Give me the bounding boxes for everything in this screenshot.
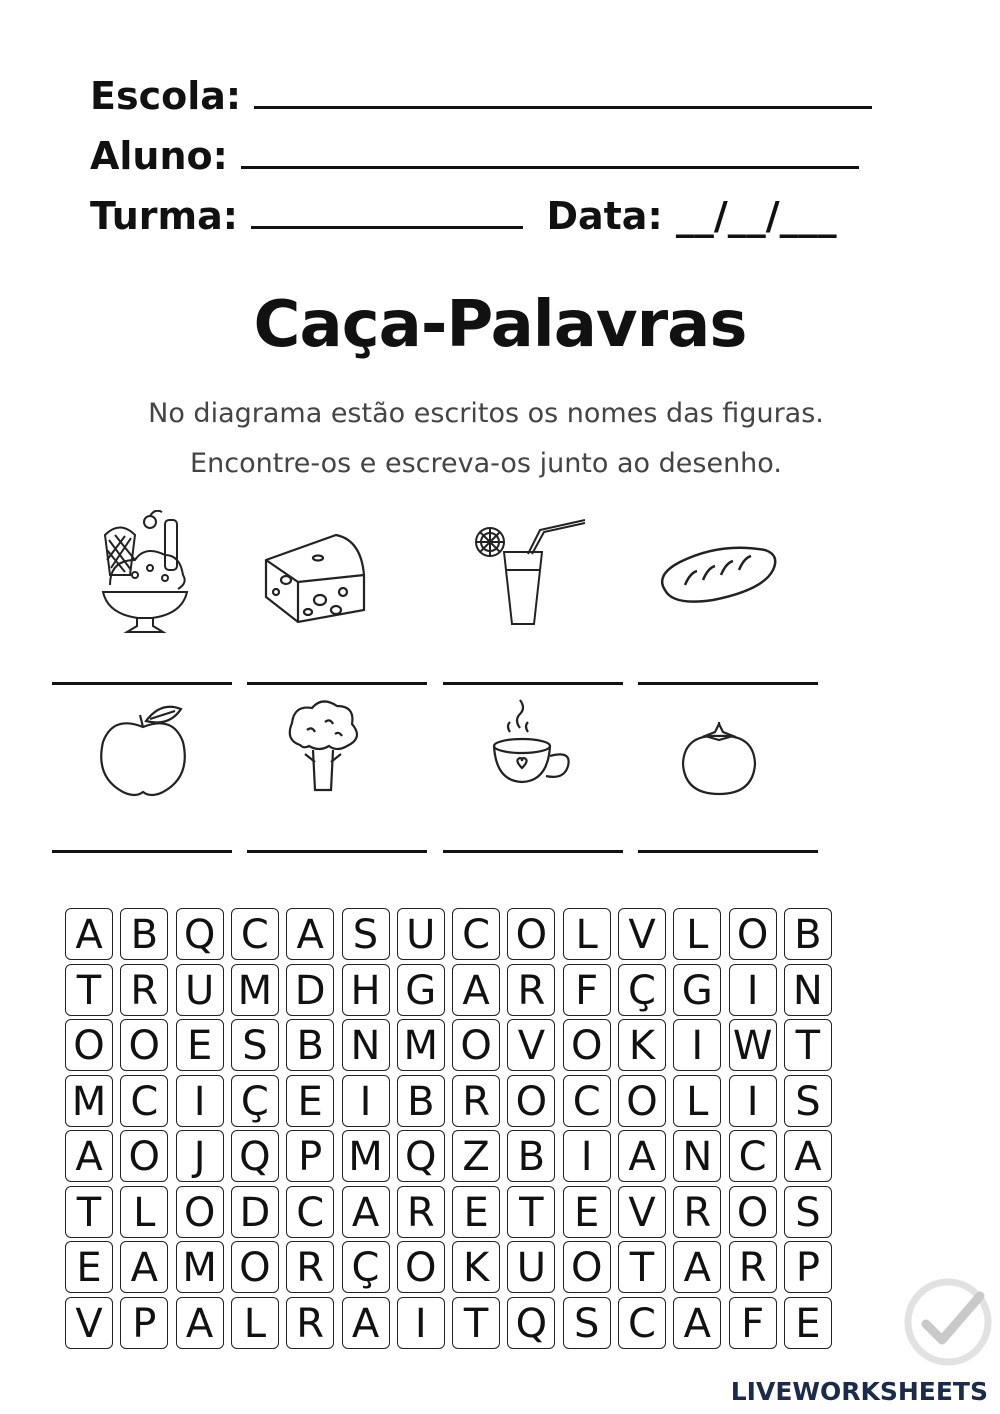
grid-cell[interactable]: I xyxy=(729,1075,777,1127)
grid-cell[interactable]: T xyxy=(65,964,113,1016)
grid-cell[interactable]: O xyxy=(231,1241,279,1293)
checkmark-icon xyxy=(902,1276,994,1368)
grid-cell[interactable]: A xyxy=(452,964,500,1016)
grid-cell[interactable]: F xyxy=(729,1297,777,1349)
grid-cell[interactable]: C xyxy=(231,908,279,960)
student-label: Aluno: xyxy=(90,134,228,178)
grid-cell[interactable]: B xyxy=(397,1075,445,1127)
grid-cell[interactable]: R xyxy=(120,964,168,1016)
grid-cell[interactable]: B xyxy=(784,908,832,960)
grid-cell[interactable]: R xyxy=(729,1241,777,1293)
school-label: Escola: xyxy=(90,74,242,118)
grid-cell[interactable]: E xyxy=(65,1241,113,1293)
grid-cell[interactable]: O xyxy=(120,1130,168,1182)
brand-text: LIVEWORKSHEETS xyxy=(730,1377,988,1406)
student-blank[interactable] xyxy=(241,132,859,169)
grid-cell[interactable]: A xyxy=(176,1297,224,1349)
grid-cell[interactable]: R xyxy=(507,964,555,1016)
grid-cell[interactable]: O xyxy=(563,1241,611,1293)
grid-cell[interactable]: O xyxy=(176,1186,224,1238)
date-label: Data: xyxy=(546,194,663,238)
grid-cell[interactable]: O xyxy=(507,908,555,960)
grid-cell[interactable]: A xyxy=(65,908,113,960)
grid-cell[interactable]: L xyxy=(231,1297,279,1349)
grid-cell[interactable]: B xyxy=(507,1130,555,1182)
grid-cell[interactable]: S xyxy=(784,1186,832,1238)
grid-cell[interactable]: C xyxy=(286,1186,334,1238)
grid-cell[interactable]: R xyxy=(286,1241,334,1293)
grid-cell[interactable]: N xyxy=(784,964,832,1016)
grid-cell[interactable]: T xyxy=(452,1297,500,1349)
grid-cell[interactable]: G xyxy=(397,964,445,1016)
answer-line-6[interactable] xyxy=(247,850,427,853)
grid-cell[interactable]: Ç xyxy=(342,1241,390,1293)
grid-cell[interactable]: Q xyxy=(397,1130,445,1182)
answer-line-1[interactable] xyxy=(52,682,232,685)
grid-cell[interactable]: A xyxy=(342,1186,390,1238)
grid-cell[interactable]: J xyxy=(176,1130,224,1182)
grid-cell[interactable]: M xyxy=(397,1019,445,1071)
grid-cell[interactable]: U xyxy=(507,1241,555,1293)
grid-cell[interactable]: U xyxy=(397,908,445,960)
grid-cell[interactable]: E xyxy=(452,1186,500,1238)
grid-cell[interactable]: D xyxy=(231,1186,279,1238)
grid-cell[interactable]: P xyxy=(120,1297,168,1349)
grid-cell[interactable]: I xyxy=(397,1297,445,1349)
grid-cell[interactable]: L xyxy=(120,1186,168,1238)
grid-cell[interactable]: Z xyxy=(452,1130,500,1182)
answer-line-3[interactable] xyxy=(443,682,623,685)
grid-cell[interactable]: Ç xyxy=(231,1075,279,1127)
grid-cell[interactable]: C xyxy=(563,1075,611,1127)
coffee-cup-icon xyxy=(490,698,580,803)
grid-cell[interactable]: F xyxy=(563,964,611,1016)
grid-cell[interactable]: C xyxy=(120,1075,168,1127)
grid-cell[interactable]: S xyxy=(563,1297,611,1349)
grid-cell[interactable]: S xyxy=(231,1019,279,1071)
grid-cell[interactable]: T xyxy=(618,1241,666,1293)
grid-cell[interactable]: T xyxy=(507,1186,555,1238)
cheese-icon xyxy=(258,530,370,625)
grid-cell[interactable]: I xyxy=(176,1075,224,1127)
grid-cell[interactable]: O xyxy=(452,1019,500,1071)
grid-cell[interactable]: I xyxy=(729,964,777,1016)
grid-cell[interactable]: R xyxy=(286,1297,334,1349)
tomato-icon xyxy=(680,722,758,797)
grid-cell[interactable]: T xyxy=(65,1186,113,1238)
grid-cell[interactable]: A xyxy=(673,1241,721,1293)
grid-cell[interactable]: W xyxy=(729,1019,777,1071)
grid-cell[interactable]: O xyxy=(618,1075,666,1127)
grid-cell[interactable]: A xyxy=(784,1130,832,1182)
grid-cell[interactable]: I xyxy=(342,1075,390,1127)
grid-cell[interactable]: T xyxy=(784,1019,832,1071)
grid-cell[interactable]: E xyxy=(784,1297,832,1349)
grid-cell[interactable]: O xyxy=(563,1019,611,1071)
grid-cell[interactable]: M xyxy=(231,964,279,1016)
grid-cell[interactable]: E xyxy=(563,1186,611,1238)
grid-cell[interactable]: M xyxy=(176,1241,224,1293)
grid-cell[interactable]: C xyxy=(452,908,500,960)
grid-cell[interactable]: A xyxy=(618,1130,666,1182)
grid-cell[interactable]: O xyxy=(120,1019,168,1071)
grid-cell[interactable]: H xyxy=(342,964,390,1016)
grid-cell[interactable]: E xyxy=(286,1075,334,1127)
brand-logo xyxy=(731,1377,988,1406)
grid-cell[interactable]: B xyxy=(120,908,168,960)
answer-line-4[interactable] xyxy=(638,682,818,685)
grid-cell[interactable]: P xyxy=(784,1241,832,1293)
grid-cell[interactable]: V xyxy=(618,1186,666,1238)
class-blank[interactable] xyxy=(251,192,523,229)
grid-cell[interactable]: I xyxy=(673,1019,721,1071)
answer-line-2[interactable] xyxy=(247,682,427,685)
grid-cell[interactable]: O xyxy=(65,1019,113,1071)
grid-cell[interactable]: S xyxy=(342,908,390,960)
grid-cell[interactable]: Q xyxy=(231,1130,279,1182)
grid-cell[interactable]: L xyxy=(563,908,611,960)
grid-cell[interactable]: N xyxy=(342,1019,390,1071)
grid-cell[interactable]: M xyxy=(65,1075,113,1127)
ice-cream-sundae-icon xyxy=(95,510,195,640)
grid-cell[interactable]: B xyxy=(286,1019,334,1071)
grid-cell[interactable]: E xyxy=(176,1019,224,1071)
grid-cell[interactable]: C xyxy=(729,1130,777,1182)
grid-cell[interactable]: D xyxy=(286,964,334,1016)
student-field xyxy=(90,132,859,180)
juice-glass-icon xyxy=(470,512,590,632)
grid-cell[interactable]: R xyxy=(452,1075,500,1127)
grid-cell[interactable]: V xyxy=(618,908,666,960)
answer-line-8[interactable] xyxy=(638,850,818,853)
grid-cell[interactable]: K xyxy=(452,1241,500,1293)
grid-cell[interactable]: M xyxy=(342,1130,390,1182)
grid-cell[interactable]: P xyxy=(286,1130,334,1182)
grid-cell[interactable]: R xyxy=(397,1186,445,1238)
grid-cell[interactable]: O xyxy=(507,1075,555,1127)
grid-cell[interactable]: V xyxy=(507,1019,555,1071)
grid-cell[interactable]: Q xyxy=(507,1297,555,1349)
grid-cell[interactable]: I xyxy=(563,1130,611,1182)
apple-icon xyxy=(98,705,188,800)
school-blank[interactable] xyxy=(254,72,872,109)
grid-cell[interactable]: S xyxy=(784,1075,832,1127)
broccoli-icon xyxy=(285,700,360,800)
grid-cell[interactable]: K xyxy=(618,1019,666,1071)
answer-line-7[interactable] xyxy=(443,850,623,853)
grid-cell[interactable]: A xyxy=(673,1297,721,1349)
instruction-line-1: No diagrama estão escritos os nomes das figuras. xyxy=(148,398,824,429)
date-blank[interactable]: __/__/___ xyxy=(675,194,837,238)
school-field xyxy=(90,72,872,120)
class-date-row xyxy=(90,192,837,240)
instruction-line-2: Encontre-os e escreva-os junto ao desenho. xyxy=(190,448,782,479)
grid-cell[interactable]: L xyxy=(673,1075,721,1127)
grid-cell[interactable]: O xyxy=(397,1241,445,1293)
grid-cell[interactable]: A xyxy=(342,1297,390,1349)
grid-cell[interactable]: A xyxy=(120,1241,168,1293)
answer-line-5[interactable] xyxy=(52,850,232,853)
grid-cell[interactable]: U xyxy=(176,964,224,1016)
grid-cell[interactable]: L xyxy=(673,908,721,960)
grid-cell[interactable]: A xyxy=(65,1130,113,1182)
grid-cell[interactable]: G xyxy=(673,964,721,1016)
grid-cell[interactable]: O xyxy=(729,908,777,960)
page-title: Caça-Palavras xyxy=(253,288,747,362)
grid-cell[interactable]: Ç xyxy=(618,964,666,1016)
grid-cell[interactable]: R xyxy=(673,1186,721,1238)
grid-cell[interactable]: N xyxy=(673,1130,721,1182)
grid-cell[interactable]: O xyxy=(729,1186,777,1238)
grid-cell[interactable]: A xyxy=(286,908,334,960)
class-label: Turma: xyxy=(90,194,238,238)
grid-cell[interactable]: Q xyxy=(176,908,224,960)
grid-cell[interactable]: C xyxy=(618,1297,666,1349)
grid-cell[interactable]: V xyxy=(65,1297,113,1349)
bread-icon xyxy=(655,540,780,620)
